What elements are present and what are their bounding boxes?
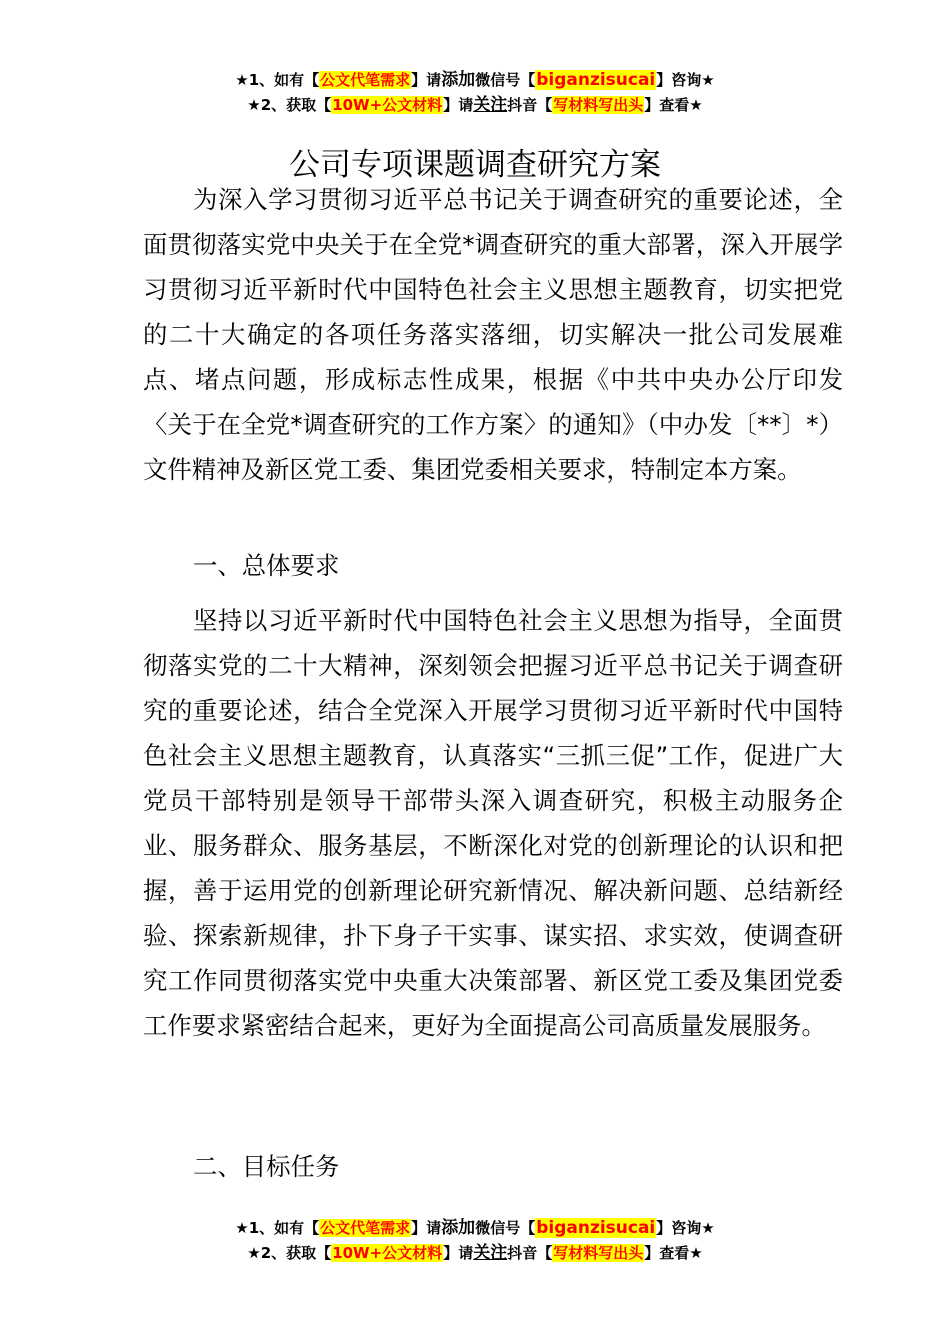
banner-text: 】请 (443, 96, 474, 114)
banner-text: ★1、如有【 (235, 1219, 320, 1237)
document-title: 公司专项课题调查研究方案 (289, 146, 661, 183)
banner-emphasis: 添加 (441, 1218, 476, 1238)
banner-text: 】咨询★ (656, 71, 715, 89)
banner-highlight: 公文代笔需求 (320, 71, 411, 89)
banner-line-1 (0, 68, 950, 93)
banner-wechat-id: biganzisucai (536, 1218, 656, 1238)
banner-text: 】请 (411, 71, 442, 89)
banner-highlight: 公文代笔需求 (320, 1219, 411, 1237)
banner-highlight: 10W+公文材料 (332, 96, 443, 114)
banner-text: ★1、如有【 (235, 71, 320, 89)
banner-text: 】查看★ (644, 1244, 703, 1262)
requirements-paragraph: 坚持以习近平新时代中国特色社会主义思想为指导，全面贯彻落实党的二十大精神，深刻领会把握习近平总书记关于调查研究的重要论述，结合全党深入开展学习贯彻习近平新时代中国特色社会主义思想主题教育，认真落实“三抓三促”工作，促进广大党员干部特别是领导干部带头深入调查研究，积极主动服务企业、服务群众、服务基层，不断深化对党的创新理论的认识和把握，善于运用党的创新理论研究新情况、解决新问题、总结新经验、探索新规律，扑下身子干实事、谋实招、求实效，使调查研究工作同贯彻落实党中央重大决策部署、新区党工委及集团党委工作要求紧密结合起来，更好为全面提高公司高质量发展服务。 (143, 606, 843, 1040)
banner-emphasis: 关注 (473, 1243, 508, 1263)
banner-text: 微信号【 (475, 1219, 536, 1237)
header-banner (0, 68, 950, 118)
banner-text: 抖音【 (507, 96, 553, 114)
banner-wechat-id: biganzisucai (536, 70, 656, 90)
banner-text: 】请 (411, 1219, 442, 1237)
banner-highlight: 写材料写出头 (553, 1244, 644, 1262)
banner-highlight: 写材料写出头 (553, 96, 644, 114)
banner-line-1 (0, 1216, 950, 1241)
banner-text: ★2、获取【 (247, 96, 332, 114)
banner-text: 】请 (443, 1244, 474, 1262)
banner-text: ★2、获取【 (247, 1244, 332, 1262)
banner-text: 】查看★ (644, 96, 703, 114)
section-heading-2: 二、目标任务 (193, 1152, 340, 1181)
banner-text: 微信号【 (475, 71, 536, 89)
section-heading-1: 一、总体要求 (193, 551, 340, 580)
banner-text: 】咨询★ (656, 1219, 715, 1237)
banner-emphasis: 关注 (473, 95, 508, 115)
footer-banner (0, 1216, 950, 1266)
banner-highlight: 10W+公文材料 (332, 1244, 443, 1262)
banner-emphasis: 添加 (441, 70, 476, 90)
banner-line-2 (0, 93, 950, 118)
banner-line-2 (0, 1241, 950, 1266)
intro-paragraph: 为深入学习贯彻习近平总书记关于调查研究的重要论述，全面贯彻落实党中央关于在全党*调查研究的重大部署，深入开展学习贯彻习近平新时代中国特色社会主义思想主题教育，切实把党的二十大确定的各项任务落实落细，切实解决一批公司发展难点、堵点问题，形成标志性成果，根据《中共中央办公厅印发〈关于在全党*调查研究的工作方案〉的通知》（中办发〔**〕*）文件精神及新区党工委、集团党委相关要求，特制定本方案。 (143, 185, 843, 484)
banner-text: 抖音【 (507, 1244, 553, 1262)
